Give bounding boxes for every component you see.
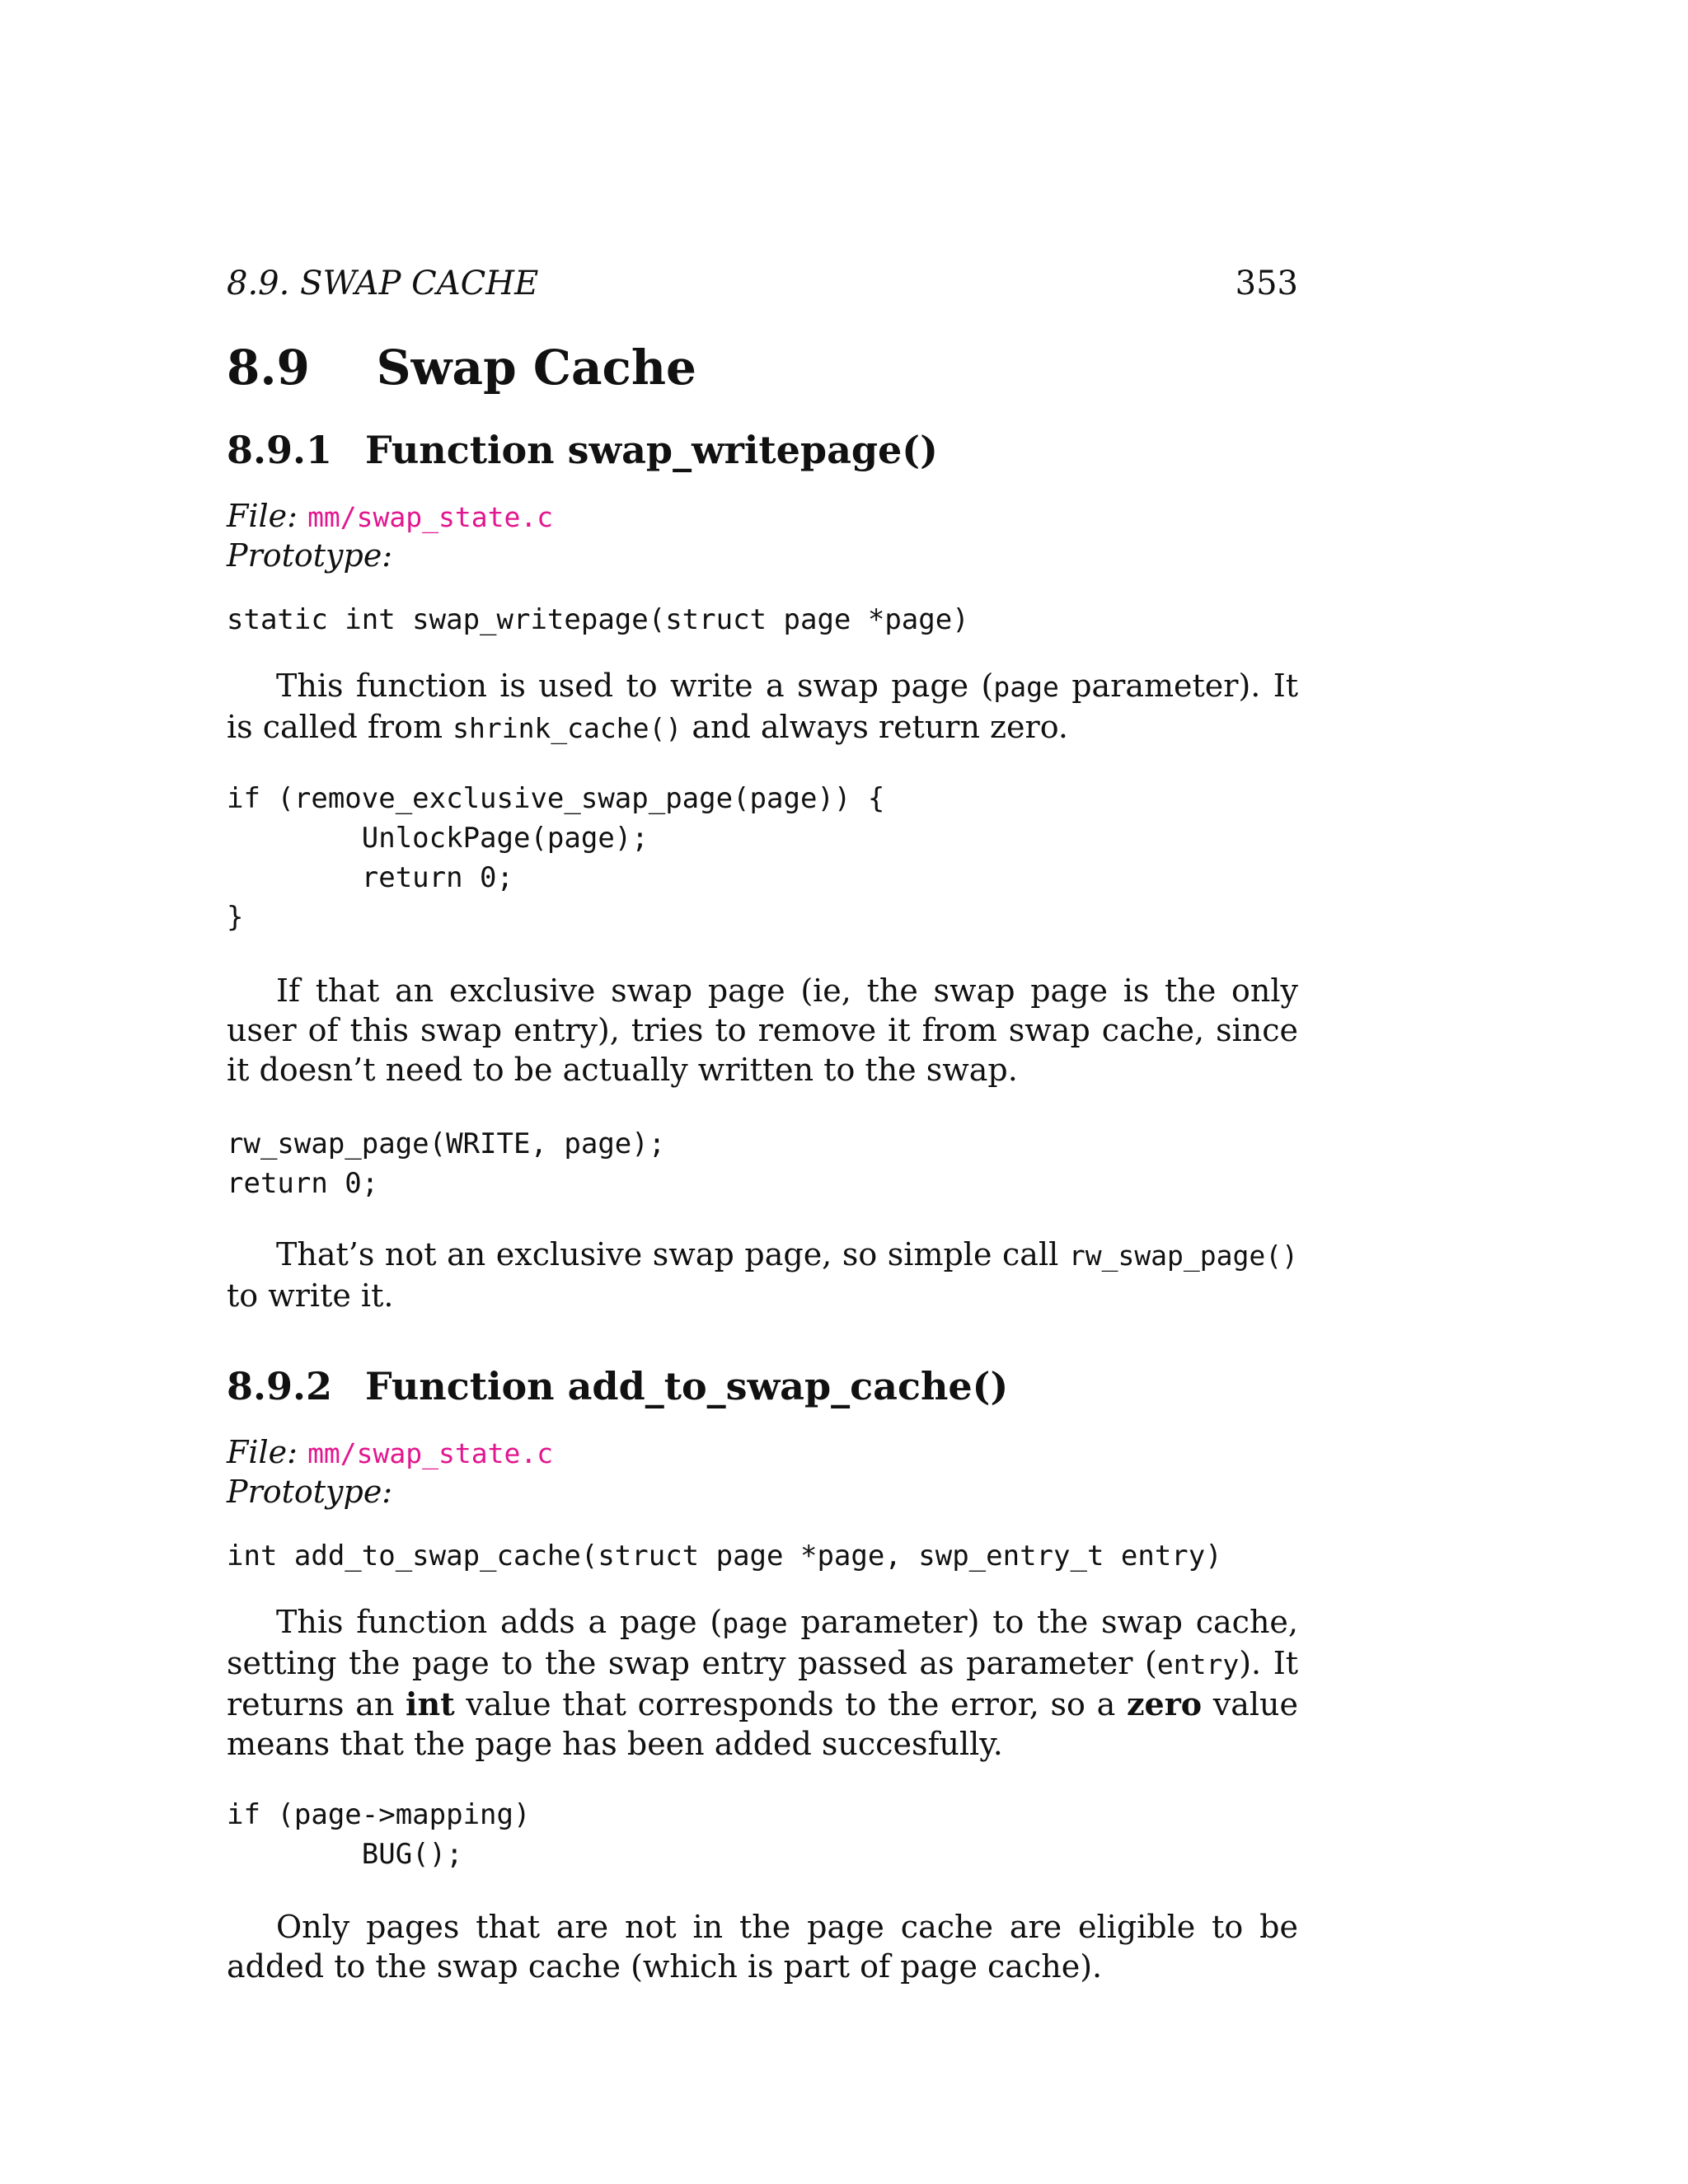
bold-term: zero	[1126, 1685, 1203, 1722]
inline-code: entry	[1156, 1648, 1240, 1680]
running-title: 8.9. SWAP CACHE	[227, 265, 539, 302]
file-line	[227, 496, 553, 537]
inline-code: shrink_cache()	[452, 712, 682, 744]
file-path-link[interactable]: mm/swap_state.c	[307, 501, 554, 533]
running-header	[227, 262, 1298, 305]
page-number: 353	[1235, 265, 1298, 302]
inline-code: rw_swap_page()	[1068, 1240, 1298, 1272]
paragraph: Only pages that are not in the page cache are eligible to be added to the swap cache (which is part of page cache).	[227, 1909, 1298, 1985]
subsection-heading-swap-writepage	[227, 425, 938, 475]
file-label: File:	[227, 1434, 298, 1470]
inline-code: page	[722, 1607, 788, 1639]
paragraph: This function adds a page (page parameter) to the swap cache, setting the page to the swap entry passed as parameter (entry). It returns an int value that corresponds to the error, so a zero value means that the page has been added succesfully.	[227, 1604, 1299, 1762]
prototype-label: Prototype:	[227, 1474, 393, 1510]
file-label: File:	[227, 498, 298, 534]
subsection-title: Function swap_writepage()	[365, 428, 938, 472]
subsection-number: 8.9.1	[227, 428, 333, 472]
prototype-code: int add_to_swap_cache(struct page *page, swp_entry_t entry)	[227, 1540, 1222, 1572]
subsection-title: Function add_to_swap_cache()	[365, 1364, 1009, 1408]
prototype-label: Prototype:	[227, 537, 393, 574]
inline-code: page	[993, 671, 1059, 703]
subsection-heading-add-to-swap-cache	[227, 1361, 1008, 1411]
document-page	[227, 0, 1298, 2184]
code-block: rw_swap_page(WRITE, page); return 0;	[227, 1127, 666, 1200]
subsection-number: 8.9.2	[227, 1364, 333, 1408]
section-heading: 8.9 Swap Cache	[227, 340, 696, 396]
code-block: if (page->mapping) BUG();	[227, 1798, 531, 1871]
file-line	[227, 1432, 553, 1474]
code-block: if (remove_exclusive_swap_page(page)) { UnlockPage(page); return 0; }	[227, 782, 885, 934]
bold-term: int	[406, 1685, 455, 1722]
paragraph: If that an exclusive swap page (ie, the swap page is the only user of this swap entry), tries to remove it from swap cache, since it doesn’t need to be actually written to the swap.	[227, 972, 1298, 1088]
paragraph: This function is used to write a swap page (page parameter). It is called from shrink_cache() and always return zero.	[227, 668, 1298, 745]
file-path-link[interactable]: mm/swap_state.c	[307, 1437, 554, 1469]
paragraph: That’s not an exclusive swap page, so simple call rw_swap_page() to write it.	[227, 1236, 1298, 1314]
prototype-code: static int swap_writepage(struct page *page)	[227, 603, 969, 636]
